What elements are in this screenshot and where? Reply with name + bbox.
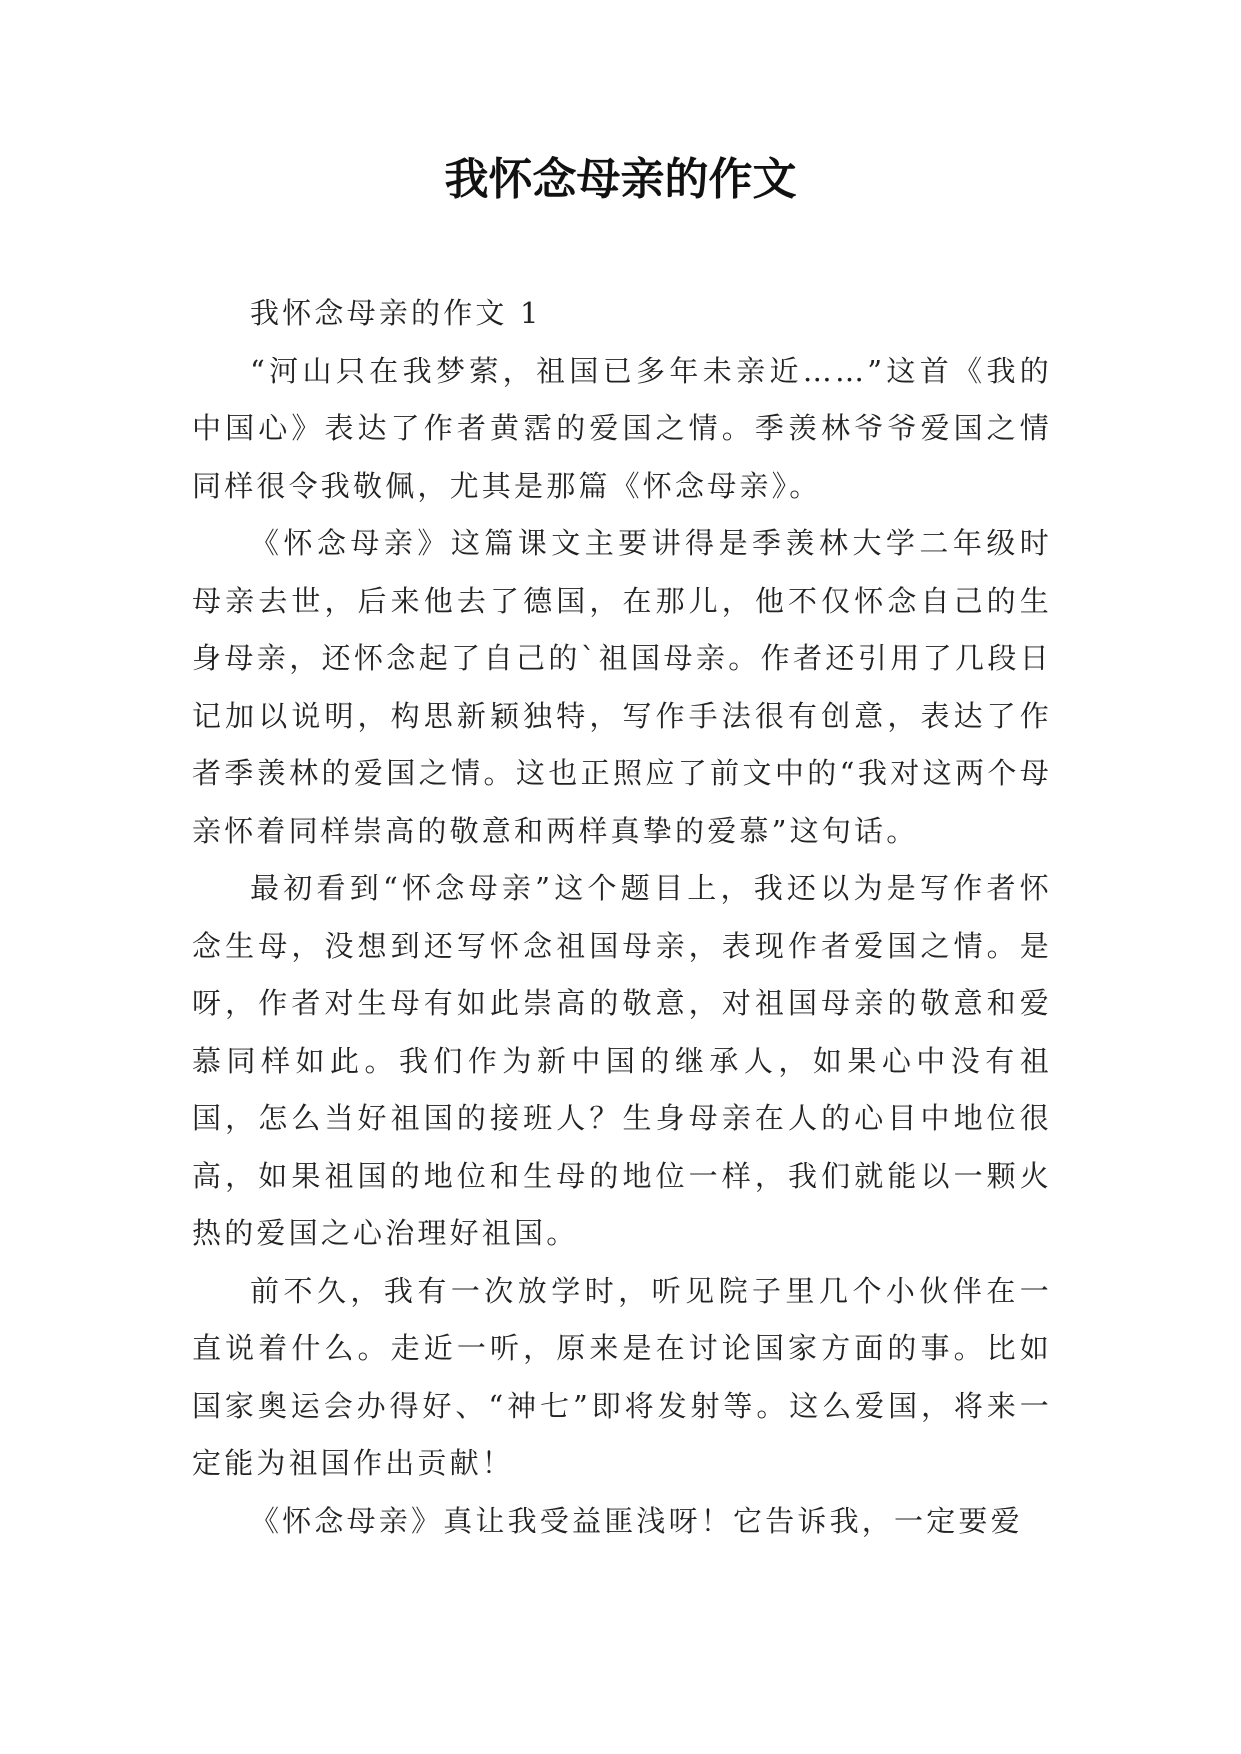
paragraph-2: 《怀念母亲》这篇课文主要讲得是季羡林大学二年级时母亲去世，后来他去了德国，在那儿，他不仅怀念自己的生身母亲，还怀念起了自己的`祖国母亲。作者还引用了几段日记加以说明，构思新颖独特，写作手法很有创意，表达了作者季羡林的爱国之情。这也正照应了前文中的“我对这两个母亲怀着同样崇高的敬意和两样真挚的爱慕”这句话。: [192, 526, 1052, 848]
document-title: 我怀念母亲的作文: [444, 154, 797, 205]
document-body: [192, 285, 1052, 1550]
paragraph-4: 前不久，我有一次放学时，听见院子里几个小伙伴在一直说着什么。走近一听，原来是在讨论国家方面的事。比如国家奥运会办得好、“神七”即将发射等。这么爱国，将来一定能为祖国作出贡献！: [192, 1273, 1052, 1480]
section-heading: 我怀念母亲的作文 1: [250, 296, 542, 330]
paragraph-3: 最初看到“怀念母亲”这个题目上，我还以为是写作者怀念生母，没想到还写怀念祖国母亲，表现作者爱国之情。是呀，作者对生母有如此崇高的敬意，对祖国母亲的敬意和爱慕同样如此。我们作为新中国的继承人，如果心中没有祖国，怎么当好祖国的接班人？生身母亲在人的心目中地位很高，如果祖国的地位和生母的地位一样，我们就能以一颗火热的爱国之心治理好祖国。: [192, 871, 1052, 1250]
paragraph-5: 《怀念母亲》真让我受益匪浅呀！它告诉我，一定要爱: [250, 1503, 1023, 1538]
paragraph-1: “河山只在我梦萦，祖国已多年未亲近……”这首《我的中国心》表达了作者黄霑的爱国之情。季羡林爷爷爱国之情同样很令我敬佩，尤其是那篇《怀念母亲》。: [192, 353, 1052, 503]
